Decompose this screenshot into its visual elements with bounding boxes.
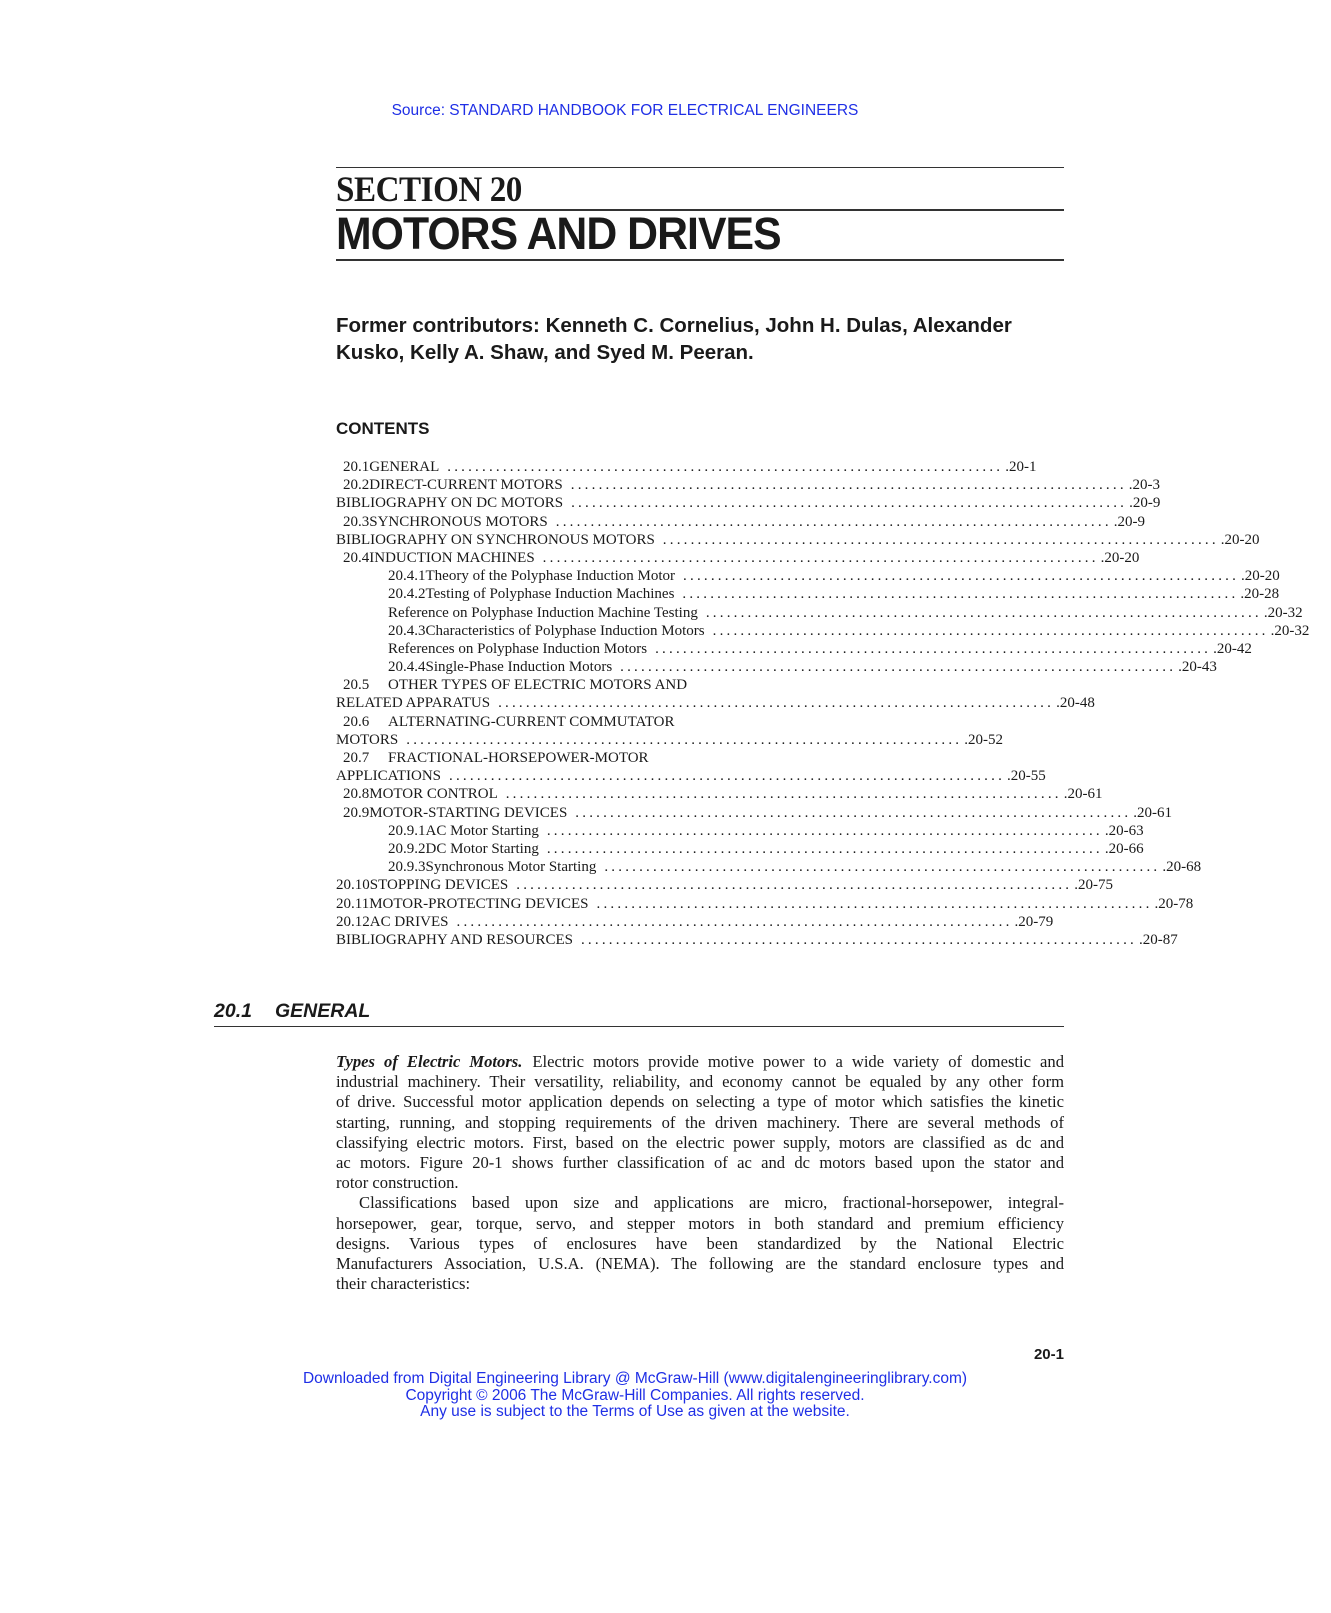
toc-entry[interactable] <box>336 549 1140 567</box>
toc-number: 20.9.1 <box>388 822 426 839</box>
toc-number: 20.4.4 <box>388 659 426 676</box>
page-number: 20-1 <box>1033 1346 1064 1363</box>
toc-entry[interactable] <box>336 840 1144 858</box>
dot-leader: ................................................................................ <box>546 840 1103 857</box>
toc-entry[interactable] <box>336 913 1054 931</box>
toc-page: .20-20 <box>1241 568 1280 585</box>
toc-label: INDUCTION MACHINES <box>369 549 535 566</box>
toc-number: 20.10 <box>336 877 370 894</box>
toc-page: .20-43 <box>1178 659 1217 676</box>
toc-page: .20-87 <box>1138 931 1178 948</box>
toc-number: 20.1 <box>343 459 370 475</box>
dot-leader: ................................................................................ <box>580 931 1137 948</box>
text-line: starting, running, and stopping requirements of the driven machinery. There are several methods of <box>336 1112 1064 1132</box>
toc-number: 20.9 <box>343 804 370 821</box>
toc-page: .20-68 <box>1162 859 1202 876</box>
toc-number: 20.8 <box>343 786 370 803</box>
dot-leader: ................................................................................ <box>712 622 1269 639</box>
section-heading-general <box>214 1000 370 1023</box>
bottom-rule <box>336 259 1064 261</box>
toc-page: .20-1 <box>1005 459 1037 475</box>
toc-entry[interactable] <box>336 804 1173 822</box>
toc-page: .20-28 <box>1240 586 1280 603</box>
toc-number: 20.5 <box>343 677 370 694</box>
toc-page: .20-66 <box>1104 840 1144 857</box>
toc-label: STOPPING DEVICES <box>369 877 509 894</box>
footer-copyright: Copyright © 2006 The McGraw-Hill Companies. All rights reserved. <box>405 1386 865 1404</box>
toc-label: SYNCHRONOUS MOTORS <box>369 513 548 530</box>
toc-label: FRACTIONAL-HORSEPOWER-MOTOR <box>388 750 649 766</box>
toc-number: 20.12 <box>336 913 370 930</box>
toc-label: APPLICATIONS <box>336 768 442 785</box>
toc-page: .20-9 <box>1129 495 1161 512</box>
table-of-contents <box>336 458 1310 949</box>
text-line: designs. Various types of enclosures have been standardized by the National Electric <box>336 1233 1064 1253</box>
body-text <box>336 1052 1064 1294</box>
dot-leader: ................................................................................ <box>682 586 1239 603</box>
text-line: industrial machinery. Their versatility, reliability, and economy cannot be equaled by any other form <box>336 1072 1064 1092</box>
toc-entry[interactable] <box>336 640 1252 658</box>
toc-label: Single-Phase Induction Motors <box>425 659 613 676</box>
toc-number: 20.7 <box>343 750 370 766</box>
toc-label: GENERAL <box>369 459 440 475</box>
dot-leader: ................................................................................ <box>596 895 1153 912</box>
toc-number: 20.6 <box>343 713 370 730</box>
toc-page: .20-78 <box>1154 895 1194 912</box>
toc-entry[interactable] <box>336 458 1037 476</box>
dot-leader: ................................................................................ <box>570 477 1127 494</box>
dot-leader: ................................................................................ <box>655 640 1212 657</box>
text-line: horsepower, gear, torque, servo, and stepper motors in both standard and premium efficiency <box>336 1213 1064 1233</box>
toc-number: 20.3 <box>343 513 370 530</box>
toc-label: MOTOR-STARTING DEVICES <box>369 804 568 821</box>
footer-download-link[interactable]: Downloaded from Digital Engineering Library @ McGraw-Hill (www.digitalengineeringlibrary.com) <box>302 1370 968 1387</box>
toc-label: BIBLIOGRAPHY ON DC MOTORS <box>336 495 564 512</box>
toc-entry[interactable] <box>336 676 821 694</box>
toc-entry[interactable] <box>336 785 1103 803</box>
toc-number: 20.4.3 <box>388 622 426 639</box>
toc-entry[interactable] <box>336 658 1217 676</box>
toc-number: 20.2 <box>343 477 370 494</box>
toc-label: Testing of Polyphase Induction Machines <box>425 586 675 603</box>
toc-label: BIBLIOGRAPHY ON SYNCHRONOUS MOTORS <box>336 531 655 548</box>
contributors: Former contributors: Kenneth C. Cornelius, John H. Dulas, Alexander Kusko, Kelly A. Shaw, and Syed M. Peeran. <box>336 314 1012 364</box>
toc-page: .20-32 <box>1270 622 1310 639</box>
toc-label: Reference on Polyphase Induction Machine Testing <box>388 604 698 621</box>
dot-leader: ................................................................................ <box>406 731 963 748</box>
dot-leader: ................................................................................ <box>620 659 1177 676</box>
heading-number: 20.1 <box>214 1000 252 1022</box>
dot-leader: ................................................................................ <box>571 495 1128 512</box>
toc-entry[interactable] <box>336 749 821 767</box>
dot-leader: ................................................................................ <box>604 859 1161 876</box>
toc-entry[interactable] <box>336 767 1046 785</box>
toc-entry[interactable] <box>336 694 1095 712</box>
toc-label: MOTOR CONTROL <box>369 786 498 803</box>
text-line: Classifications based upon size and applications are micro, fractional-horsepower, integral- <box>359 1193 1064 1213</box>
dot-leader: ................................................................................ <box>456 913 1013 930</box>
dot-leader: ................................................................................ <box>516 877 1073 894</box>
footer-terms-link[interactable]: Any use is subject to the Terms of Use as given at the website. <box>420 1403 850 1420</box>
toc-entry[interactable] <box>336 731 1003 749</box>
toc-entry[interactable] <box>336 858 1202 876</box>
toc-number: 20.9.2 <box>388 840 426 857</box>
toc-label: RELATED APPARATUS <box>336 695 491 712</box>
footer <box>0 1371 1270 1421</box>
toc-entry[interactable] <box>336 585 1280 603</box>
toc-page: .20-20 <box>1220 531 1260 548</box>
toc-page: .20-9 <box>1113 513 1146 530</box>
line-text: Electric motors provide motive power to a wide variety of domestic and <box>532 1052 1064 1071</box>
toc-label: BIBLIOGRAPHY AND RESOURCES <box>336 931 573 948</box>
toc-page: .20-63 <box>1104 822 1144 839</box>
text-line: of drive. Successful motor application depends on selecting a type of motor which satisfies the kinetic <box>336 1092 1064 1112</box>
dot-leader: ................................................................................ <box>505 786 1062 803</box>
text-line <box>336 1052 1064 1072</box>
toc-label: DC Motor Starting <box>425 840 539 857</box>
heading-title: GENERAL <box>275 1000 371 1022</box>
toc-entry[interactable] <box>336 567 1280 585</box>
dot-leader: ................................................................................ <box>447 459 1004 475</box>
toc-entry[interactable] <box>336 494 1161 512</box>
toc-label: Characteristics of Polyphase Induction Motors <box>425 622 705 639</box>
section-number: SECTION 20 <box>336 169 522 209</box>
toc-label: AC Motor Starting <box>425 822 539 839</box>
dot-leader: ................................................................................ <box>542 549 1099 566</box>
toc-label: OTHER TYPES OF ELECTRIC MOTORS AND <box>388 677 688 694</box>
toc-entry[interactable] <box>336 822 1144 840</box>
dot-leader: ................................................................................ <box>449 768 1006 785</box>
dot-leader: ................................................................................ <box>546 822 1103 839</box>
toc-label: MOTOR-PROTECTING DEVICES <box>369 895 589 912</box>
run-in-heading: Types of Electric Motors. <box>336 1052 523 1071</box>
dot-leader: ................................................................................ <box>683 568 1240 585</box>
toc-number: 20.4 <box>343 549 370 566</box>
toc-label: AC DRIVES <box>369 913 449 930</box>
toc-label: Synchronous Motor Starting <box>425 859 597 876</box>
toc-page: .20-79 <box>1014 913 1054 930</box>
toc-page: .20-3 <box>1128 477 1161 494</box>
toc-page: .20-48 <box>1056 695 1095 712</box>
toc-entry[interactable] <box>336 622 1310 640</box>
toc-entry[interactable] <box>336 476 1161 494</box>
toc-entry[interactable] <box>336 931 1178 949</box>
toc-page: .20-20 <box>1100 549 1140 566</box>
toc-number: 20.4.1 <box>388 568 426 585</box>
text-line: classifying electric motors. First, based on the electric power supply, motors are classified as dc and <box>336 1132 1064 1152</box>
text-line: their characteristics: <box>336 1274 471 1294</box>
dot-leader: ................................................................................ <box>575 804 1132 821</box>
toc-entry[interactable] <box>336 513 1146 531</box>
toc-label: Theory of the Polyphase Induction Motor <box>425 568 676 585</box>
contents-heading: CONTENTS <box>336 419 430 438</box>
dot-leader: ................................................................................ <box>498 695 1055 712</box>
toc-page: .20-52 <box>964 731 1003 748</box>
toc-label: ALTERNATING-CURRENT COMMUTATOR <box>388 713 675 730</box>
toc-label: References on Polyphase Induction Motors <box>388 640 648 657</box>
toc-entry[interactable] <box>336 531 1260 549</box>
text-line: ac motors. Figure 20-1 shows further classification of ac and dc motors based upon the stator and <box>336 1152 1064 1172</box>
heading-rule <box>214 1026 1064 1027</box>
toc-label: DIRECT-CURRENT MOTORS <box>369 477 563 494</box>
toc-number: 20.4.2 <box>388 586 426 603</box>
toc-page: .20-42 <box>1213 640 1252 657</box>
dot-leader: ................................................................................ <box>662 531 1219 548</box>
toc-page: .20-32 <box>1263 604 1303 621</box>
toc-page: .20-55 <box>1007 768 1046 785</box>
toc-entry[interactable] <box>336 604 1303 622</box>
section-title: MOTORS AND DRIVES <box>336 208 781 259</box>
dot-leader: ................................................................................ <box>555 513 1112 530</box>
toc-entry[interactable] <box>336 895 1194 913</box>
toc-page: .20-61 <box>1133 804 1173 821</box>
toc-entry[interactable] <box>336 876 1113 894</box>
text-line: Manufacturers Association, U.S.A. (NEMA). The following are the standard enclosure types and <box>336 1253 1064 1273</box>
text-line: rotor construction. <box>336 1173 459 1193</box>
toc-label: MOTORS <box>336 731 399 748</box>
dot-leader: ................................................................................ <box>705 604 1262 621</box>
toc-number: 20.11 <box>336 895 370 912</box>
toc-number: 20.9.3 <box>388 859 426 876</box>
toc-entry[interactable] <box>336 713 821 731</box>
toc-page: .20-61 <box>1063 786 1103 803</box>
toc-page: .20-75 <box>1074 877 1113 894</box>
source-link[interactable]: Source: STANDARD HANDBOOK FOR ELECTRICAL ENGINEERS <box>391 102 859 119</box>
